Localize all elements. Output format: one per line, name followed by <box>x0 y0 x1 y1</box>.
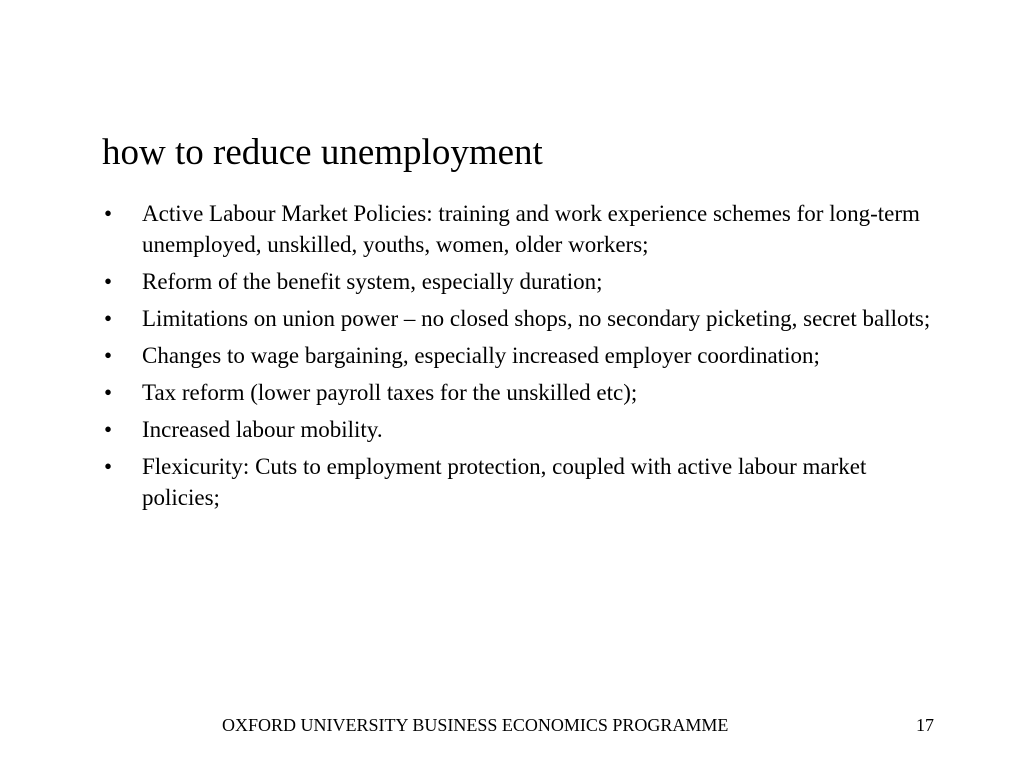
bullet-item-wage-bargaining <box>100 340 940 371</box>
bullet-text: Tax reform (lower payroll taxes for the unskilled etc); <box>142 380 638 405</box>
bullet-text: Reform of the benefit system, especially duration; <box>142 269 603 294</box>
slide-title: how to reduce unemployment <box>102 132 543 173</box>
page-number: 17 <box>916 715 934 735</box>
bullet-text: Active Labour Market Policies: training and work experience schemes for long-term unemployed, unskilled, youths, women, older workers; <box>142 201 920 257</box>
bullet-dot-icon: • <box>104 306 113 331</box>
bullet-item-union-power <box>100 303 940 334</box>
bullet-text: Flexicurity: Cuts to employment protection, coupled with active labour market policies; <box>142 454 867 510</box>
footer-programme-name: OXFORD UNIVERSITY BUSINESS ECONOMICS PROGRAMME <box>222 715 729 735</box>
bullet-dot-icon: • <box>104 343 113 368</box>
bullet-item-tax-reform <box>100 377 940 408</box>
bullet-item-benefit-reform <box>100 266 940 297</box>
bullet-text: Increased labour mobility. <box>142 417 383 442</box>
bullet-item-active-labour-market <box>100 198 940 260</box>
bullet-dot-icon: • <box>104 380 113 405</box>
bullet-item-flexicurity <box>100 451 940 513</box>
bullet-list <box>100 198 940 519</box>
bullet-item-labour-mobility <box>100 414 940 445</box>
bullet-dot-icon: • <box>104 269 113 294</box>
bullet-dot-icon: • <box>104 417 113 442</box>
bullet-text: Changes to wage bargaining, especially increased employer coordination; <box>142 343 820 368</box>
bullet-text: Limitations on union power – no closed shops, no secondary picketing, secret ballots; <box>142 306 931 331</box>
bullet-dot-icon: • <box>104 201 113 226</box>
bullet-dot-icon: • <box>104 454 113 479</box>
